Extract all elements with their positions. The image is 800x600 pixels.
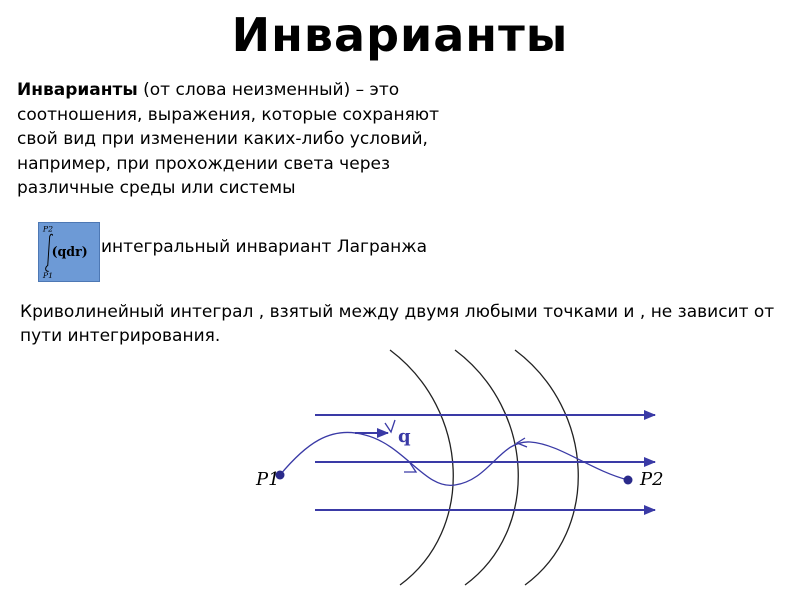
formula-lower-limit: P1 <box>42 271 54 281</box>
wavefront-1 <box>390 350 453 585</box>
definition-text: (от слова неизменный) – это соотношения, выражения, которые сохраняют свой вид при изменении каких-либо условий, например, при прохождении света через различные среды или системы <box>17 80 440 198</box>
path-arrow-1 <box>385 420 395 432</box>
formula-integrand: (qdr) <box>51 243 88 259</box>
optics-diagram <box>240 345 680 595</box>
q-label: q <box>398 426 411 447</box>
statement-text: Криволинейный интеграл , взятый между двумя любыми точками и , не зависит от пути интегрирования. <box>20 302 775 346</box>
p2-label: P2 <box>640 469 664 490</box>
wavefront-3 <box>515 350 578 585</box>
formula-image <box>38 222 100 282</box>
formula-caption: интегральный инвариант Лагранжа <box>101 237 428 257</box>
formula-upper-limit: P2 <box>42 224 54 234</box>
p1-label: P1 <box>256 469 280 490</box>
point-p2 <box>624 476 633 485</box>
integration-path <box>280 432 628 485</box>
path-arrow-3 <box>404 463 416 472</box>
slide-title: Инварианты <box>231 8 569 62</box>
definition-term: Инварианты <box>17 80 138 100</box>
definition-paragraph <box>17 78 457 201</box>
